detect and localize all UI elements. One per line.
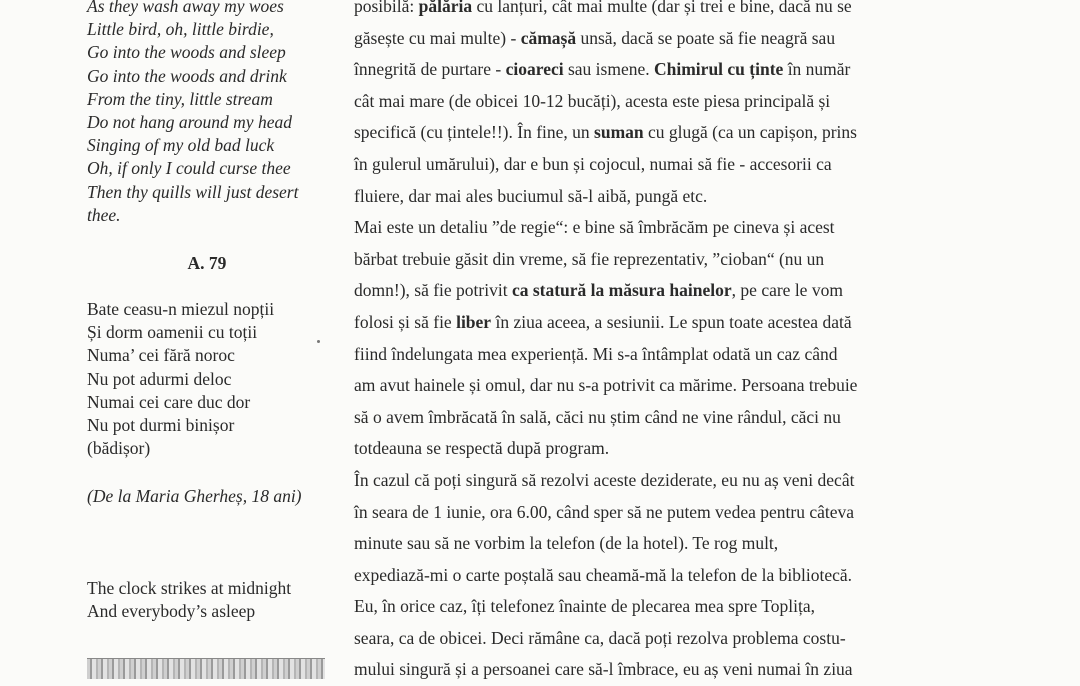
poem-line: Little bird, oh, little birdie, bbox=[87, 19, 274, 40]
paragraph-line bbox=[354, 433, 954, 465]
paragraph-line bbox=[354, 117, 954, 149]
poem-line: Numai cei care duc dor bbox=[87, 391, 251, 412]
poem-line: And everybody’s asleep bbox=[87, 601, 256, 622]
text-run: sau ismene. bbox=[563, 59, 654, 80]
text-run: folosi și să fie bbox=[354, 311, 457, 332]
bold-term: Chimirul cu ținte bbox=[654, 59, 784, 80]
text-run: seara, ca de obicei. Deci rămâne ca, dacă poți rezolva problema costu- bbox=[354, 627, 846, 648]
poem-line: Do not hang around my head bbox=[87, 112, 292, 133]
paragraph-line bbox=[354, 339, 954, 371]
poem-line: Go into the woods and sleep bbox=[87, 42, 286, 63]
letter-text bbox=[354, 0, 954, 686]
poem-line: Then thy quills will just desert bbox=[87, 181, 299, 202]
paragraph-line bbox=[354, 54, 954, 86]
text-run: în gulerul umărului), dar e bun și cojocul, numai să fie - accesorii ca bbox=[354, 153, 832, 174]
poem-line: Go into the woods and drink bbox=[87, 65, 287, 86]
attribution: (De la Maria Gherheș, 18 ani) bbox=[87, 486, 302, 506]
poem-line: Nu pot durmi binișor bbox=[87, 415, 235, 436]
text-run: expediază-mi o carte poștală sau cheamă-mă la telefon de la bibliotecă. bbox=[354, 564, 853, 585]
poem-line: From the tiny, little stream bbox=[87, 88, 273, 109]
poem-line: Și dorm oamenii cu toții bbox=[87, 322, 258, 343]
paragraph-line bbox=[354, 591, 954, 623]
scan-speck bbox=[317, 340, 320, 343]
text-run: posibilă: bbox=[354, 0, 419, 16]
english-poem-top bbox=[87, 0, 298, 227]
english-poem-bottom bbox=[87, 577, 291, 623]
poem-line: As they wash away my woes bbox=[87, 0, 284, 16]
paragraph-line bbox=[354, 212, 954, 244]
poem-line: Nu pot adurmi deloc bbox=[87, 368, 232, 389]
text-run: totdeauna se respectă după program. bbox=[354, 438, 610, 459]
text-run: bărbat trebuie găsit din vreme, să fie reprezentativ, ”cioban“ (nu un bbox=[354, 248, 825, 269]
paragraph-line bbox=[354, 244, 954, 276]
text-run: cu glugă (ca un capișon, prins bbox=[643, 122, 857, 143]
paragraph-line bbox=[354, 307, 954, 339]
text-run: unsă, dacă se poate să fie neagră sau bbox=[576, 27, 836, 48]
text-run: mului singură și a persoanei care să-l îmbrace, eu aș veni numai în ziua bbox=[354, 659, 853, 680]
text-run: minute sau să ne vorbim la telefon (de la hotel). Te rog mult, bbox=[354, 533, 779, 554]
text-run: în seara de 1 iunie, ora 6.00, când sper să ne putem vedea pentru câteva bbox=[354, 501, 854, 522]
photo-fragment bbox=[87, 658, 325, 679]
text-run: am avut hainele și omul, dar nu s-a potrivit ca mărime. Persoana trebuie bbox=[354, 375, 858, 396]
paragraph-line bbox=[354, 181, 954, 213]
paragraph-line bbox=[354, 402, 954, 434]
paragraph-line bbox=[354, 275, 954, 307]
text-run: specifică (cu țintele!!). În fine, un bbox=[354, 122, 595, 143]
text-run: domn!), să fie potrivit bbox=[354, 280, 512, 301]
section-heading: A. 79 bbox=[187, 253, 227, 273]
romanian-poem bbox=[87, 298, 274, 460]
bold-term: liber bbox=[456, 311, 492, 332]
paragraph-line bbox=[354, 623, 954, 655]
paragraph-line bbox=[354, 86, 954, 118]
poem-line: Bate ceasu-n miezul nopții bbox=[87, 299, 275, 319]
text-run: fiind îndelungata mea experiență. Mi s-a întâmplat odată un caz când bbox=[354, 343, 838, 364]
paragraph-line bbox=[354, 149, 954, 181]
bold-term: cămașă bbox=[520, 27, 577, 48]
text-run: înnegrită de purtare - bbox=[354, 59, 506, 80]
paragraph-line bbox=[354, 654, 954, 686]
text-run: fluiere, dar mai ales buciumul să-l aibă, pungă etc. bbox=[354, 185, 708, 206]
paragraph-line bbox=[354, 370, 954, 402]
paragraph-line bbox=[354, 560, 954, 592]
text-run: Mai este un detaliu ”de regie“: e bine să îmbrăcăm pe cineva și acest bbox=[354, 217, 835, 238]
paragraph-line bbox=[354, 0, 954, 23]
bold-term: suman bbox=[594, 122, 644, 143]
text-run: în ziua aceea, a sesiunii. Le spun toate acestea dată bbox=[491, 311, 852, 332]
text-run: cu lanțuri, cât mai multe (dar și trei e bine, dacă nu se bbox=[472, 0, 852, 16]
paragraph-line bbox=[354, 23, 954, 55]
bold-term: cioareci bbox=[505, 59, 564, 80]
text-run: să o avem îmbrăcată în sală, căci nu știm când ne vine rândul, căci nu bbox=[354, 406, 841, 427]
poem-line: (bădișor) bbox=[87, 438, 151, 459]
paragraph-line bbox=[354, 465, 954, 497]
paragraph-line bbox=[354, 497, 954, 529]
poem-line: Singing of my old bad luck bbox=[87, 135, 275, 156]
poem-line: The clock strikes at midnight bbox=[87, 578, 292, 598]
paragraph-line bbox=[354, 528, 954, 560]
text-run: găsește cu mai multe) - bbox=[354, 27, 521, 48]
text-run: cât mai mare (de obicei 10-12 bucăți), acesta este piesa principală și bbox=[354, 90, 831, 111]
text-run: În cazul că poți singură să rezolvi aceste deziderate, eu nu aș veni decât bbox=[354, 469, 855, 490]
bold-term: pălăria bbox=[418, 0, 473, 16]
text-run: , pe care le vom bbox=[731, 280, 843, 301]
poem-line: thee. bbox=[87, 204, 121, 225]
text-run: în număr bbox=[783, 59, 851, 80]
poem-line: Oh, if only I could curse thee bbox=[87, 158, 291, 179]
bold-term: ca statură la măsura hainelor bbox=[511, 280, 732, 301]
poem-line: Numa’ cei fără noroc bbox=[87, 345, 235, 366]
text-run: Eu, în orice caz, îți telefonez înainte de plecarea mea spre Toplița, bbox=[354, 596, 816, 617]
